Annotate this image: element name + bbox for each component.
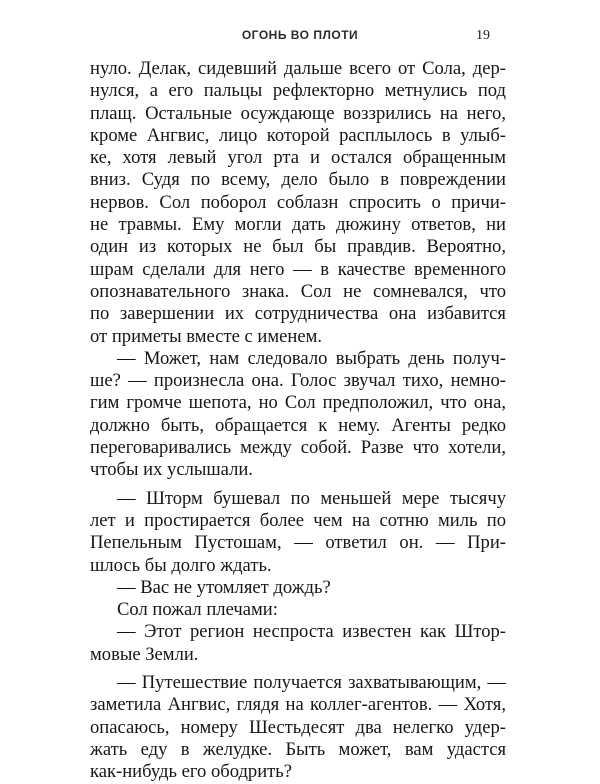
- text-line: — Может, нам следовало выбрать день получ-: [117, 347, 506, 369]
- text-line: должно быть, обращается к нему. Агенты редко: [90, 414, 506, 436]
- text-line: мовые Земли.: [90, 643, 199, 665]
- text-line: шлось бы долго ждать.: [90, 554, 272, 576]
- running-head: [0, 28, 600, 48]
- text-line: как-нибудь его ободрить?: [90, 761, 293, 783]
- text-line: — Вас не утомляет дождь?: [117, 576, 331, 598]
- text-line: нервов. Сол поборол соблазн спросить о причи-: [90, 191, 506, 213]
- text-line: опасаюсь, номеру Шестьдесят два нелегко удер-: [90, 716, 506, 738]
- text-line: от приметы вместе с именем.: [90, 325, 323, 347]
- text-line: опознавательного знака. Сол не сомневался, что: [90, 280, 506, 302]
- text-line: нуло. Делак, сидевший дальше всего от Сола, дер-: [90, 58, 506, 79]
- text-line: переговаривались между собой. Разве что хотели,: [90, 437, 506, 459]
- text-line: заметила Ангвис, глядя на коллег-агентов. — Хотя,: [90, 694, 506, 716]
- text-line: кроме Ангвис, лицо которой расплылось в улыб-: [90, 124, 506, 146]
- text-line: — Этот регион неспроста известен как Штор-: [117, 621, 506, 643]
- text-line: Пепельным Пустошам, — ответил он. — При-: [90, 532, 506, 554]
- text-line: гим громче шепота, но Сол предположил, что она,: [90, 392, 506, 414]
- text-line: по завершении их сотрудничества она избавится: [90, 303, 506, 325]
- text-line: жать еду в желудке. Быть может, вам удастся: [90, 738, 506, 760]
- page-number: 19: [476, 28, 490, 43]
- text-line: — Шторм бушевал по меньшей мере тысячу: [117, 487, 506, 509]
- text-line: Сол пожал плечами:: [117, 599, 278, 621]
- text-line: шрам сделали для него — в качестве временного: [90, 258, 506, 280]
- text-line: вниз. Судя по всему, дело было в повреждении: [90, 169, 506, 191]
- text-line: плащ. Остальные осуждающе воззрились на него,: [90, 102, 506, 124]
- text-line: чтобы их услышали.: [90, 459, 253, 481]
- text-line: лет и простирается более чем на сотню миль по: [90, 509, 506, 531]
- text-line: — Путешествие получается захватывающим, —: [117, 672, 506, 694]
- text-line: не травмы. Ему могли дать дюжину ответов, ни: [90, 214, 506, 236]
- body-text: [90, 58, 506, 784]
- text-line: ше? — произнесла она. Голос звучал тихо, немно-: [90, 370, 506, 392]
- text-line: один из которых не был бы правдив. Вероятно,: [90, 236, 506, 258]
- running-title: ОГОНЬ ВО ПЛОТИ: [241, 28, 359, 42]
- text-line: нулся, а его пальцы рефлекторно метнулись под: [90, 80, 506, 102]
- text-line: ке, хотя левый угол рта и остался обращенным: [90, 147, 506, 169]
